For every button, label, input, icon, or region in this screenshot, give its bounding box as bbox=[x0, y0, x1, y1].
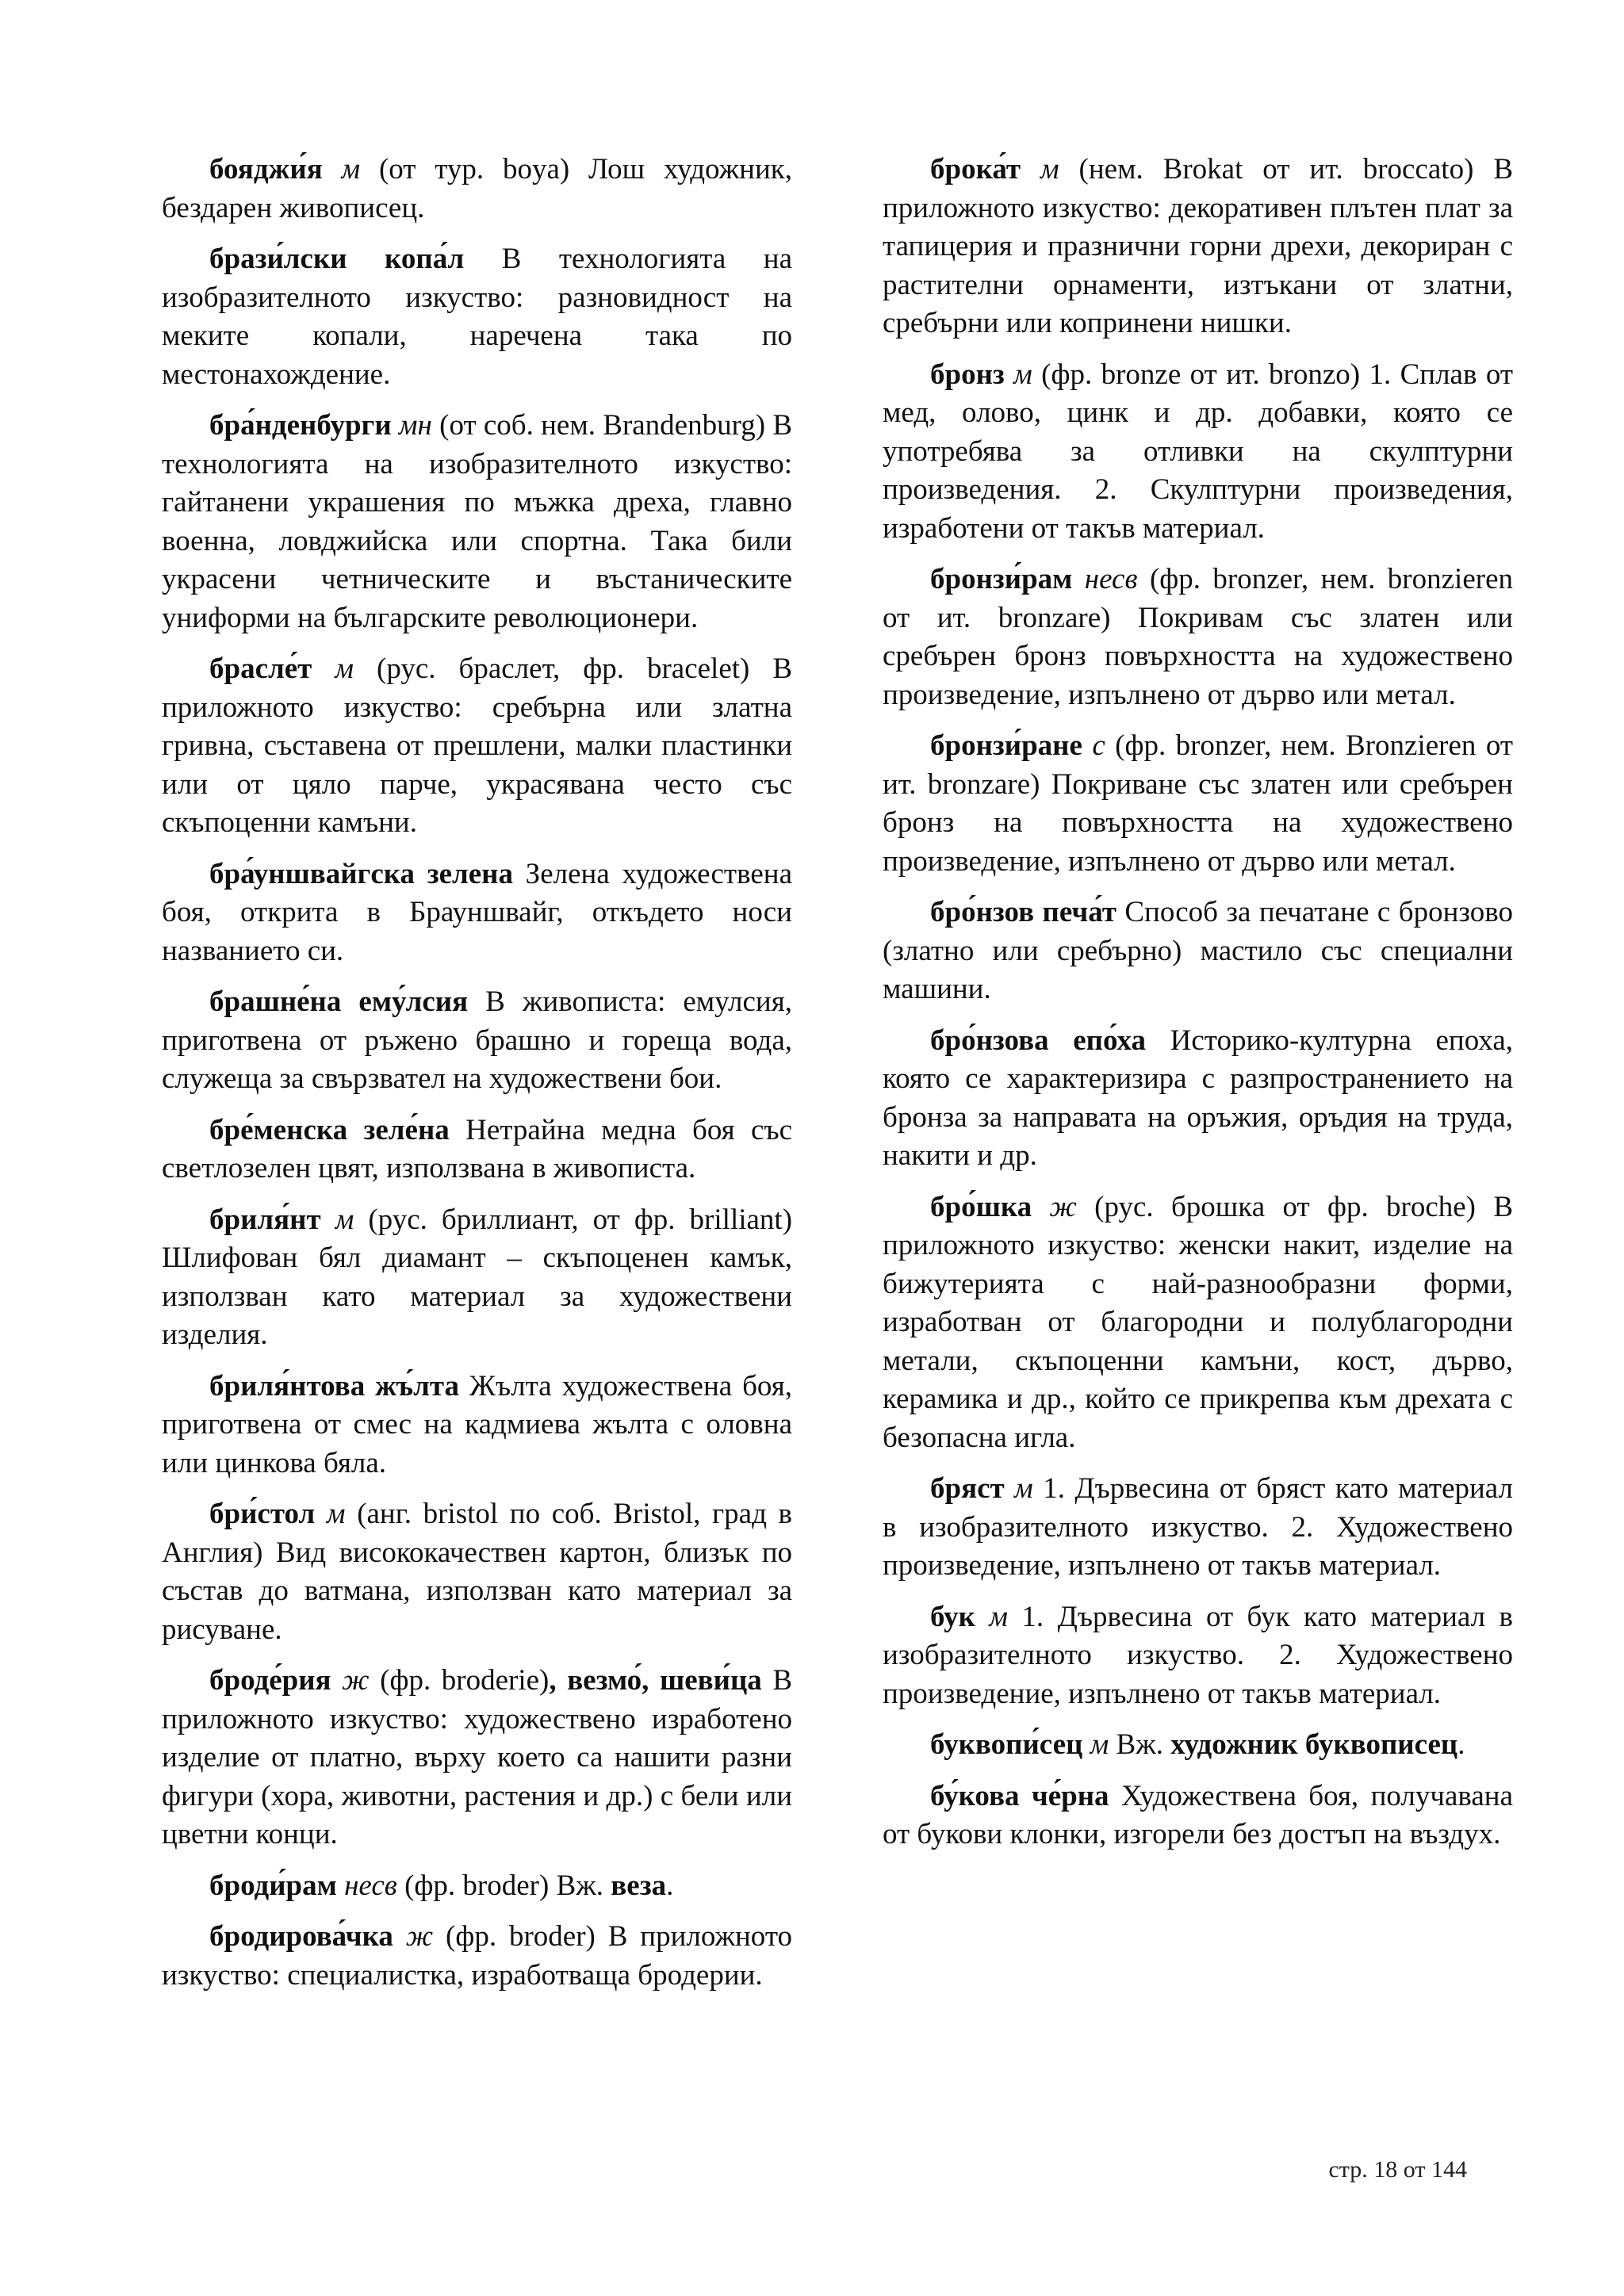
dictionary-entry bbox=[162, 983, 792, 1099]
page-number: стр. 18 от 144 bbox=[1328, 2156, 1467, 2183]
dictionary-entry bbox=[162, 650, 792, 843]
grammar-label: м bbox=[326, 1498, 346, 1530]
headword-variant: , везмо́, шеви́ца bbox=[549, 1664, 762, 1697]
grammar-label: ж bbox=[405, 1920, 434, 1953]
definition-text: (фр. broder) Вж. bbox=[404, 1869, 604, 1902]
left-column bbox=[162, 151, 792, 2007]
cross-reference: художник буквописец bbox=[1170, 1728, 1458, 1761]
dictionary-entry bbox=[883, 1470, 1513, 1586]
definition-text: (рус. браслет, фр. bracelet) В приложното изкуство: сребърна или златна гривна, съставена от прешлени, малки пластинки или от цяло парче, украсявана често със скъпоценни камъни. bbox=[162, 652, 793, 839]
dictionary-entry bbox=[162, 855, 792, 971]
dictionary-entry bbox=[162, 1495, 792, 1649]
dictionary-entry bbox=[162, 151, 792, 228]
grammar-label: м bbox=[1013, 358, 1032, 391]
grammar-label: несв bbox=[1084, 563, 1138, 595]
dictionary-entry bbox=[162, 1918, 792, 1995]
definition-text: (фр. bronzer, нем. bronzieren от ит. bronzare) Покривам със златен или сребърен бронз повърхността на художествено произведение, изпълнено от дърво или метал. bbox=[883, 563, 1513, 711]
definition-text: (от соб. нем. Brandenburg) В технологията на изобразителното изкуство: гайтанени украшения по мъжка дреха, главно военна, ловджийска или спортна. Така били украсени четническите и въстаническите униформи на българските революционери. bbox=[162, 409, 793, 634]
definition-text: В технологията на изобразителното изкуство: разновидност на меките копали, наречена така по местонахождение. bbox=[162, 243, 792, 391]
dictionary-entry bbox=[883, 151, 1513, 343]
definition-text: (от тур. boya) Лош художник, бездарен живописец. bbox=[162, 153, 793, 224]
dictionary-entry bbox=[162, 1867, 792, 1906]
headword: бояджи́я bbox=[209, 153, 323, 186]
headword: бра́нденбурги bbox=[209, 409, 392, 442]
grammar-label: ж bbox=[1049, 1190, 1077, 1223]
dictionary-entry bbox=[883, 1726, 1513, 1765]
definition-text: (рус. брошка от фр. broche) В приложното изкуство: женски накит, изделие на бижутерията с най-разнообразни форми, изработван от благородни и полублагородни метали, скъпоценни камъни, кост, дърво, керамика и др., който се прикрепва към дрехата с безопасна игла. bbox=[883, 1190, 1514, 1454]
headword: бре́менска зеле́на bbox=[209, 1113, 450, 1146]
definition-text: Нетрайна медна боя със светлозелен цвят, използвана в живописта. bbox=[162, 1113, 793, 1184]
dictionary-entry bbox=[883, 894, 1513, 1009]
dictionary-entry bbox=[883, 727, 1513, 881]
dictionary-entry bbox=[883, 1598, 1513, 1714]
headword: бронз bbox=[930, 358, 1005, 391]
headword: бри́стол bbox=[209, 1498, 316, 1530]
dictionary-entry bbox=[883, 1188, 1513, 1458]
definition-text: (рус. бриллиант, от фр. brilliant) Шлифован бял диамант – скъпоценен камък, използван като материал за художествени изделия. bbox=[162, 1203, 793, 1351]
dictionary-entry bbox=[162, 1368, 792, 1483]
headword: брока́т bbox=[930, 153, 1021, 186]
grammar-label: м bbox=[989, 1600, 1008, 1633]
grammar-label: м bbox=[335, 652, 354, 685]
definition-text: Художествена боя, получавана от букови клонки, изгорели без достъп на въздух. bbox=[883, 1779, 1514, 1850]
headword: броди́рам bbox=[209, 1869, 337, 1902]
grammar-label: ж bbox=[342, 1664, 370, 1697]
headword: бриля́нтова жъ́лта bbox=[209, 1369, 459, 1402]
definition-text: В приложното изкуство: художествено изработено изделие от платно, върху което са нашити разни фигури (хора, животни, растения и др.) с бели или цветни конци. bbox=[162, 1664, 793, 1850]
headword: бро́нзова епо́ха bbox=[930, 1024, 1147, 1057]
definition-text: (анг. bristol по соб. Bristol, град в Англия) Вид висококачествен картон, близък по състав до ватмана, използван като материал за рисуване. bbox=[162, 1498, 793, 1646]
headword: буквопи́сец bbox=[930, 1728, 1083, 1761]
dictionary-entry bbox=[883, 1022, 1513, 1176]
grammar-label: м bbox=[1014, 1472, 1033, 1505]
dictionary-entry bbox=[883, 561, 1513, 714]
grammar-label: мн bbox=[398, 409, 432, 442]
definition-text: (фр. bronze от ит. bronzo) 1. Сплав от мед, олово, цинк и др. добавки, която се употребява за отливки на скулптурни произведения. 2. Скулптурни произведения, изработени от такъв материал. bbox=[883, 358, 1514, 545]
grammar-label: несв bbox=[344, 1869, 397, 1902]
dictionary-entry bbox=[162, 1662, 792, 1854]
headword: брашне́на ему́лсия bbox=[209, 985, 469, 1018]
headword: броде́рия bbox=[209, 1664, 331, 1697]
dictionary-entry bbox=[162, 1112, 792, 1188]
definition-text: Вж. bbox=[1116, 1728, 1164, 1761]
definition-text: Жълта художествена боя, приготвена от смес на кадмиева жълта с оловна или цинкова бяла. bbox=[162, 1369, 792, 1479]
headword: брасле́т bbox=[209, 652, 312, 685]
headword: брази́лски копа́л bbox=[209, 243, 465, 275]
dictionary-entry bbox=[162, 1201, 792, 1355]
dictionary-entry bbox=[162, 407, 792, 637]
definition-text: Историко-културна епоха, която се характеризира с разпространението на бронза за направата на оръжия, оръдия на труда, накити и др. bbox=[883, 1024, 1513, 1172]
right-column bbox=[883, 151, 1513, 1867]
punctuation: . bbox=[666, 1869, 674, 1902]
grammar-label: м bbox=[1090, 1728, 1109, 1761]
headword: бро́шка bbox=[930, 1190, 1032, 1223]
headword: бу́кова че́рна bbox=[930, 1779, 1109, 1812]
definition-text: 1. Дървесина от бряст като материал в изобразителното изкуство. 2. Художествено произведение, изпълнено от такъв материал. bbox=[883, 1472, 1514, 1582]
cross-reference: веза bbox=[611, 1869, 667, 1902]
definition-text: 1. Дървесина от бук като материал в изобразителното изкуство. 2. Художествено произведение, изпълнено от такъв материал. bbox=[883, 1600, 1514, 1710]
definition-text: В живописта: емулсия, приготвена от ръжено брашно и гореща вода, служеща за свързвател на художествени бои. bbox=[162, 985, 792, 1095]
headword: бронзи́ране bbox=[930, 729, 1082, 762]
grammar-label: м bbox=[335, 1203, 354, 1236]
headword: бук bbox=[930, 1600, 975, 1633]
headword: бриля́нт bbox=[209, 1203, 321, 1236]
grammar-label: м bbox=[341, 153, 361, 186]
definition-text: (фр. broder) В приложното изкуство: специалистка, изработваща бродерии. bbox=[162, 1920, 792, 1992]
grammar-label: м bbox=[1040, 153, 1059, 186]
headword: бронзи́рам bbox=[930, 563, 1073, 595]
grammar-label: с bbox=[1092, 729, 1105, 762]
definition-text: Зелена художествена боя, открита в Брауншвайг, откъдето носи названието си. bbox=[162, 857, 792, 967]
punctuation: . bbox=[1457, 1728, 1465, 1761]
dictionary-entry bbox=[162, 240, 792, 394]
definition-text: Способ за печатане с бронзово (златно или сребърно) мастило със специални машини. bbox=[883, 896, 1514, 1005]
headword: бра́уншвайгска зелена bbox=[209, 857, 513, 890]
definition-text: (фр. broderie) bbox=[380, 1664, 550, 1697]
headword: бродирова́чка bbox=[209, 1920, 393, 1953]
headword: бро́нзов печа́т bbox=[930, 896, 1116, 928]
definition-text: (нем. Brokat от ит. broccato) В приложното изкуство: декоративен плътен плат за тапицерия и празнични горни дрехи, декориран с растителни орнаменти, изтъкани от златни, сребърни или копринени нишки. bbox=[883, 153, 1514, 339]
dictionary-entry bbox=[883, 356, 1513, 549]
dictionary-entry bbox=[883, 1777, 1513, 1854]
definition-text: (фр. bronzer, нем. Bronzieren от ит. bronzare) Покриване със златен или сребърен бронз на повърхността на художествено произведение, изпълнено от дърво или метал. bbox=[883, 729, 1513, 878]
headword: бряст bbox=[930, 1472, 1005, 1505]
